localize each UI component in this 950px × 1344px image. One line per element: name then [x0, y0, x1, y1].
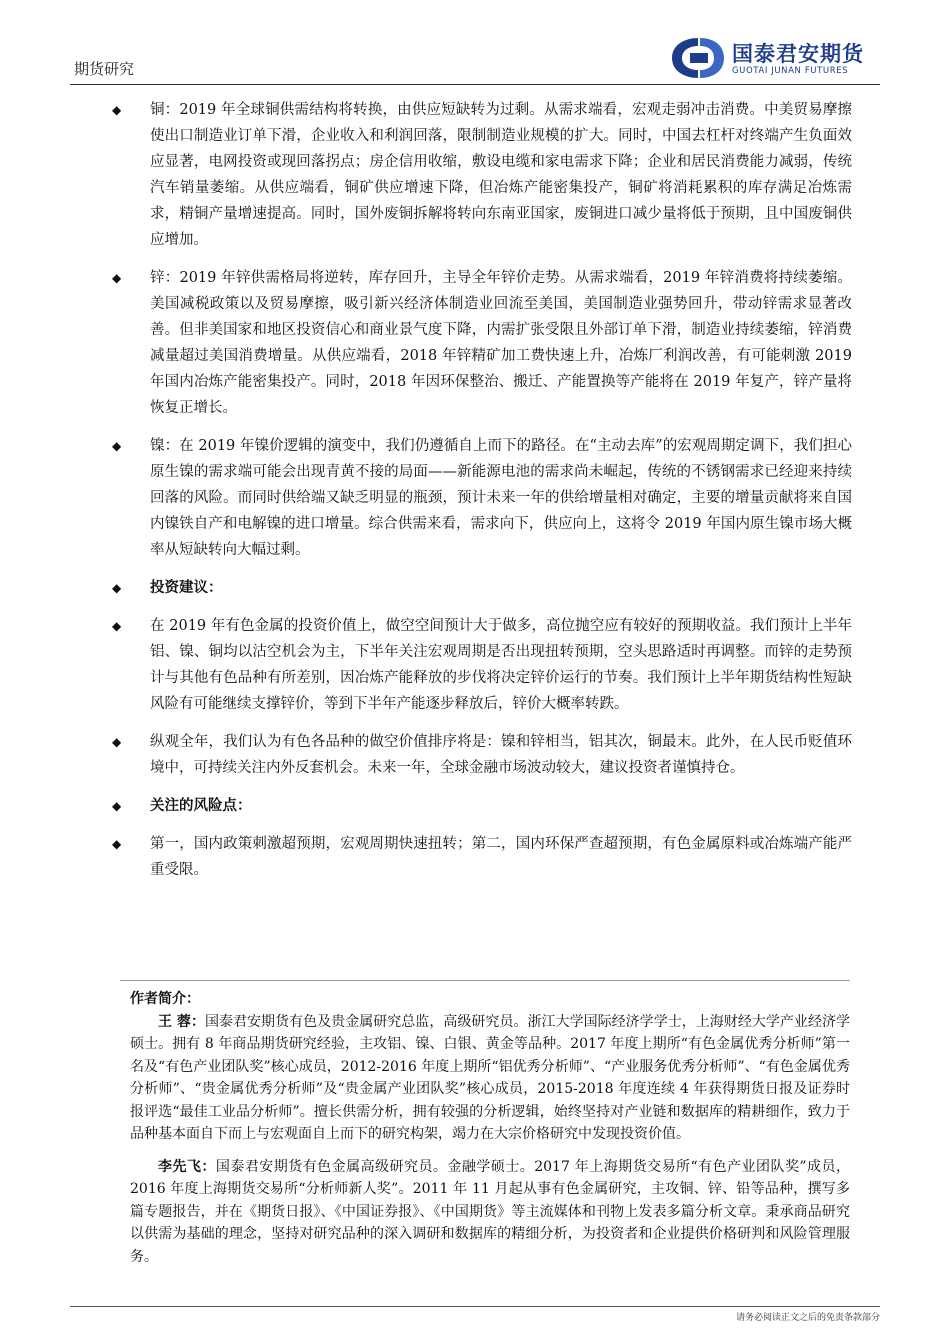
author-name: 王 蓉： [158, 1013, 205, 1030]
section-heading: 投资建议： [150, 579, 223, 596]
author-section-title: 作者简介： [130, 991, 200, 1007]
logo-mark-icon [668, 36, 728, 80]
diamond-bullet-icon: ◆ [112, 799, 122, 813]
bullet-copper [112, 97, 852, 253]
main-content [112, 97, 852, 883]
bullet-zinc [112, 265, 852, 421]
author-bio: 国泰君安期货有色金属高级研究员。金融学硕士。2017 年上海期货交易所“有色产业团队奖”成员，2016 年度上海期货交易所“分析师新人奖”。2011 年 11 月起从事有色金属研究，主攻铜、锌、铅等品种，撰写多篇专题报告，并在《期货日报》、《中国证券报》、《中国期货》等主流媒体和刊物上发表多篇分析文章。秉承商品研究以供需为基础的理念，坚持对研究品种的深入调研和数据库的精细分析，为投资者和企业提供价格研判和风险管理服务。 [130, 1158, 850, 1265]
bullet-text: 第一，国内政策刺激超预期，宏观周期快速扭转；第二，国内环保严查超预期，有色金属原料或冶炼端产能严重受限。 [150, 836, 852, 878]
bullet-year-overview [112, 729, 852, 781]
author-name: 李先飞： [158, 1158, 216, 1175]
disclaimer-note: 请务必阅读正文之后的免责条款部分 [735, 1313, 880, 1323]
bullet-risk-points [112, 831, 852, 883]
diamond-bullet-icon: ◆ [112, 735, 122, 749]
section-heading: 关注的风险点： [150, 797, 252, 814]
bullet-text: 铜：2019 年全球铜供需结构将转换，由供应短缺转为过剩。从需求端看，宏观走弱冲击消费。中美贸易摩擦使出口制造业订单下滑，企业收入和利润回落，限制制造业规模的扩大。同时，中国去杠杆对终端产生负面效应显著，电网投资或现回落拐点；房企信用收缩，敷设电缆和家电需求下降；企业和居民消费能力减弱，传统汽车销量萎缩。从供应端看，铜矿供应增速下降，但冶炼产能密集投产，铜矿将消耗累积的库存满足冶炼需求，精铜产量增速提高。同时，国外废铜拆解将转向东南亚国家，废铜进口减少量将低于预期，且中国废铜供应增加。 [150, 102, 852, 248]
diamond-bullet-icon: ◆ [112, 581, 122, 595]
author-profile [130, 1156, 850, 1269]
bullet-investment-heading [112, 575, 852, 601]
company-logo [668, 36, 868, 80]
diamond-bullet-icon: ◆ [112, 837, 122, 851]
author-divider [120, 980, 850, 981]
bullet-investment-advice [112, 613, 852, 717]
logo-text-en: GUOTAI JUNAN FUTURES [732, 66, 849, 76]
diamond-bullet-icon: ◆ [112, 439, 122, 453]
author-bio: 国泰君安期货有色及贵金属研究总监，高级研究员。浙江大学国际经济学学士，上海财经大学产业经济学硕士。拥有 8 年商品期货研究经验，主攻铝、镍、白银、黄金等品种。2017 年度上期所“有色金属优秀分析师”第一名及“有色产业团队奖”核心成员，2012-2016 年度上期所“铝优秀分析师”、“产业服务优秀分析师”、“有色金属优秀分析师”、“贵金属优秀分析师”及“贵金属产业团队奖”核心成员，2015-2018 年度连续 4 年获得期货日报及证券时报评选“最佳工业品分析师”。擅长供需分析，拥有较强的分析逻辑，始终坚持对产业链和数据库的精耕细作，致力于品种基本面自下而上与宏观面自上而下的研究构架，竭力在大宗价格研究中发现投资价值。 [130, 1013, 850, 1142]
section-label: 期货研究 [74, 60, 135, 78]
bullet-text: 锌：2019 年锌供需格局将逆转，库存回升，主导全年锌价走势。从需求端看，2019 年锌消费将持续萎缩。美国减税政策以及贸易摩擦，吸引新兴经济体制造业回流至美国，美国制造业强势回升，带动锌需求显著改善。但非美国家和地区投资信心和商业景气度下降，内需扩张受限且外部订单下滑，制造业持续萎缩，锌消费减量超过美国消费增量。从供应端看，2018 年锌精矿加工费快速上升，冶炼厂利润改善，有可能刺激 2019 年国内冶炼产能密集投产。同时，2018 年因环保整治、搬迁、产能置换等产能将在 2019 年复产，锌产量将恢复正增长。 [150, 270, 852, 416]
bullet-text: 纵观全年，我们认为有色各品种的做空价值排序将是：镍和锌相当，铝其次，铜最末。此外，在人民币贬值环境中，可持续关注内外反套机会。未来一年，全球金融市场波动较大，建议投资者谨慎持仓。 [150, 734, 852, 776]
author-profile [130, 1011, 850, 1146]
diamond-bullet-icon: ◆ [112, 103, 122, 117]
author-section [130, 988, 850, 1268]
header-divider [70, 84, 880, 85]
bullet-text: 在 2019 年有色金属的投资价值上，做空空间预计大于做多，高位抛空应有较好的预期收益。我们预计上半年铝、镍、铜均以沽空机会为主，下半年关注宏观周期是否出现扭转预期，空头思路适时再调整。而锌的走势预计与其他有色品种有所差别，因冶炼产能释放的步伐将决定锌价运行的节奏。我们预计上半年期货结构性短缺风险有可能继续支撑锌价，等到下半年产能逐步释放后，锌价大概率转跌。 [150, 618, 852, 712]
bullet-risk-heading [112, 793, 852, 819]
bullet-nickel [112, 433, 852, 563]
diamond-bullet-icon: ◆ [112, 619, 122, 633]
footer-divider [70, 1306, 880, 1307]
diamond-bullet-icon: ◆ [112, 271, 122, 285]
bullet-text: 镍：在 2019 年镍价逻辑的演变中，我们仍遵循自上而下的路径。在“主动去库”的宏观周期定调下，我们担心原生镍的需求端可能会出现青黄不接的局面——新能源电池的需求尚未崛起，传统的不锈钢需求已经迎来持续回落的风险。而同时供给端又缺乏明显的瓶颈，预计未来一年的供给增量相对确定，主要的增量贡献将来自国内镍铁自产和电解镍的进口增量。综合供需来看，需求向下，供应向上，这将令 2019 年国内原生镍市场大概率从短缺转向大幅过剩。 [150, 438, 852, 558]
logo-text-cn: 国泰君安期货 [732, 42, 864, 66]
